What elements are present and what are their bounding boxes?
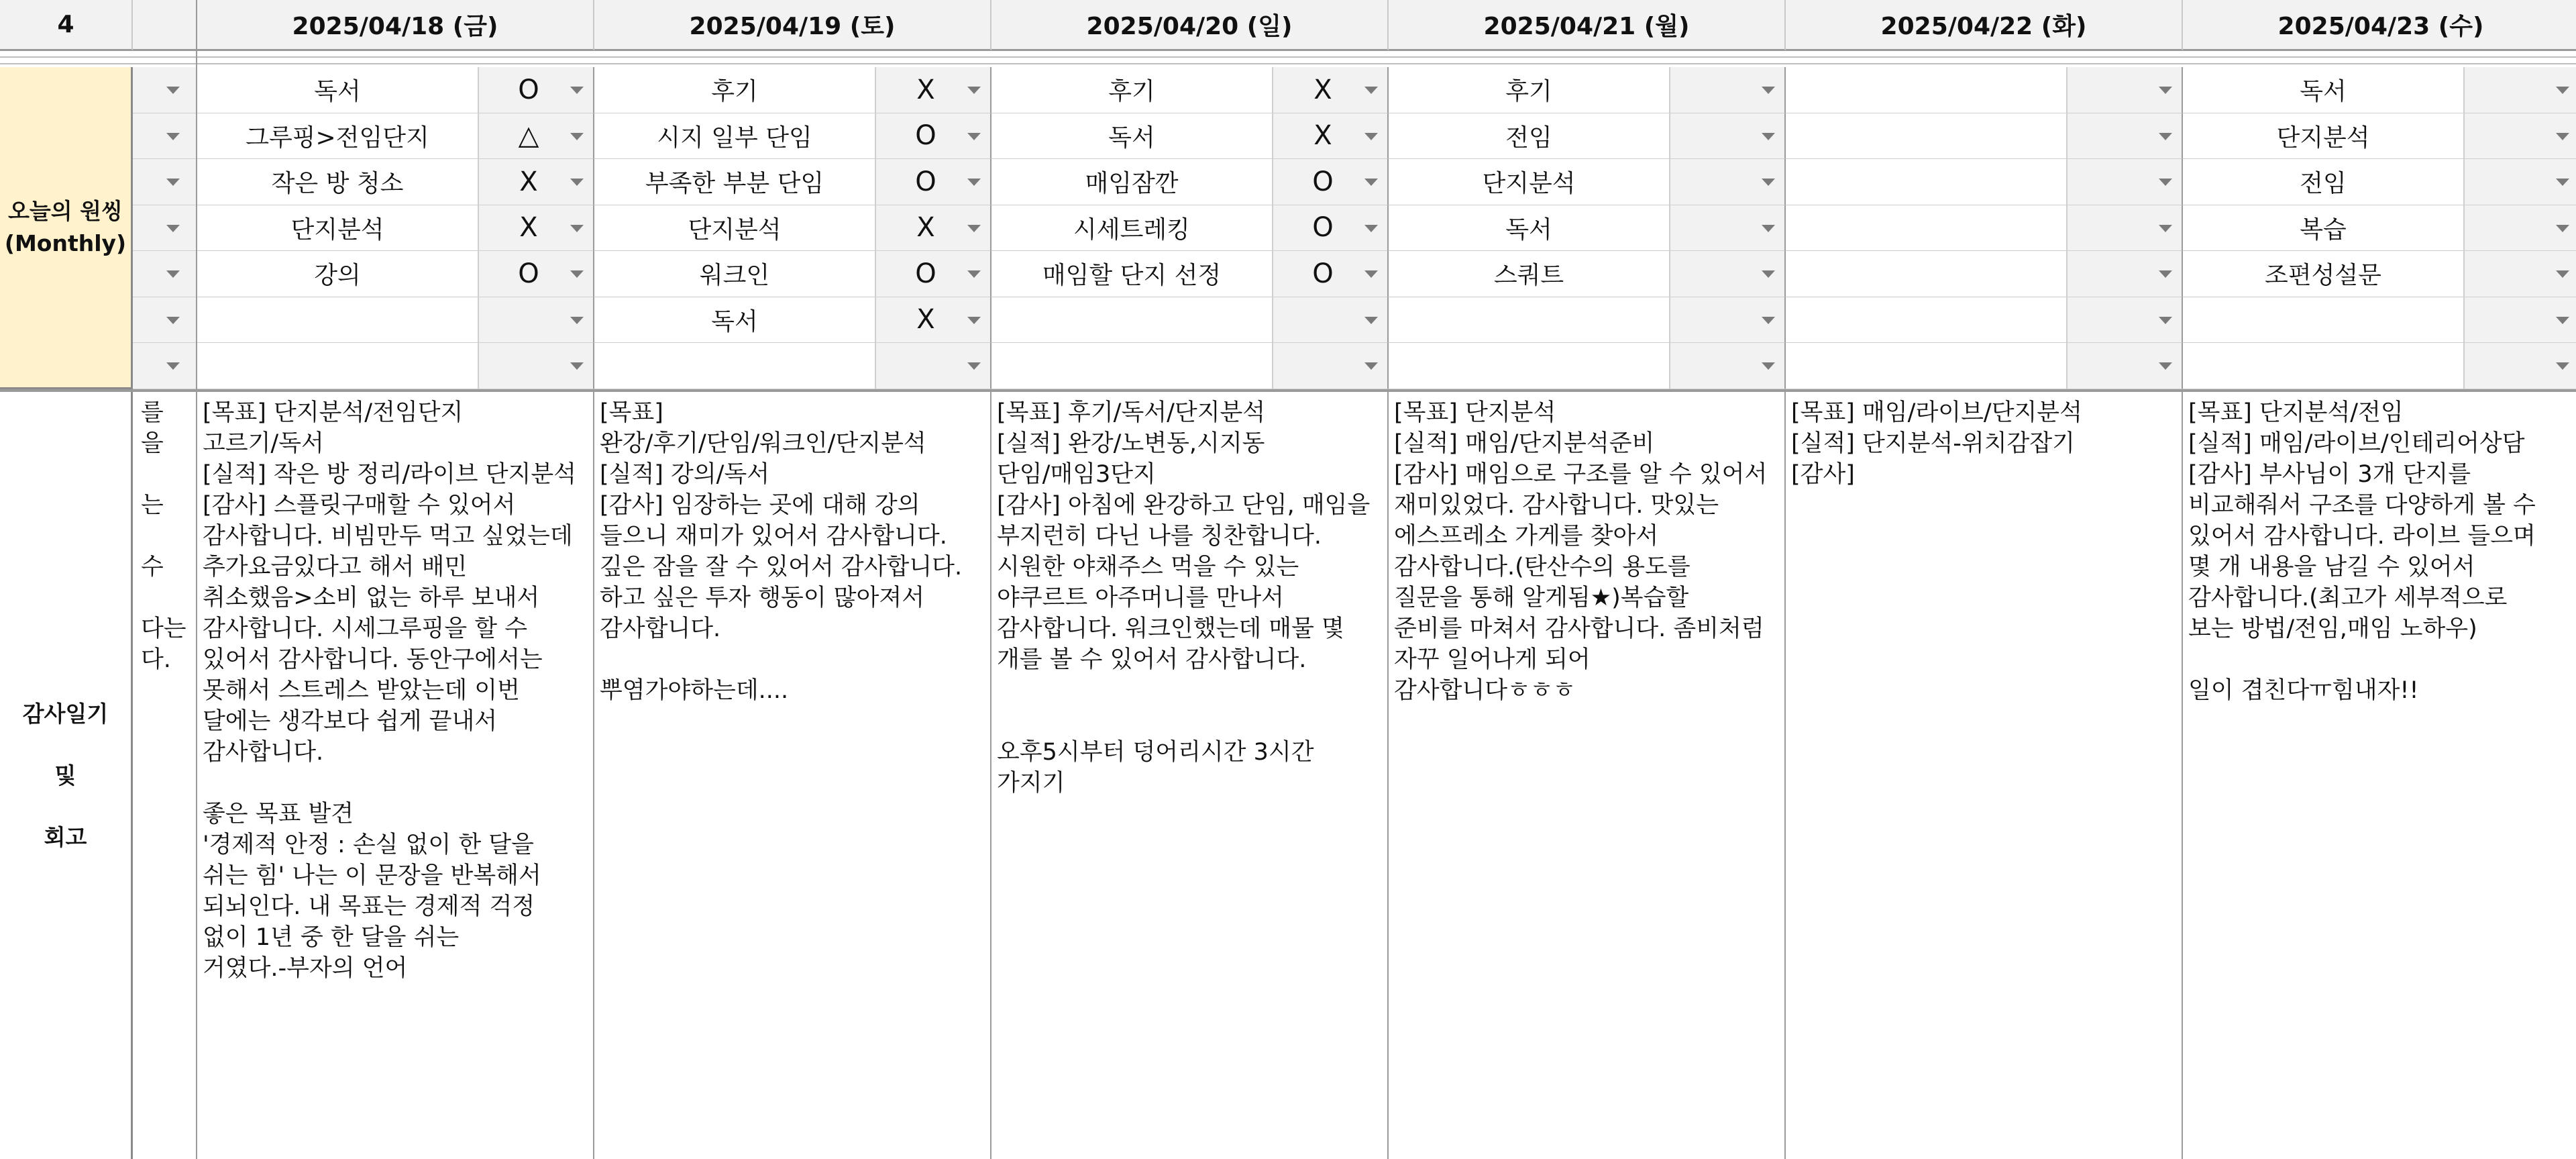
narrow-dropdown-cell[interactable] bbox=[133, 159, 197, 205]
dropdown-arrow-icon[interactable] bbox=[2159, 225, 2172, 232]
status-dropdown[interactable] bbox=[1670, 297, 1786, 344]
task-cell[interactable]: 강의 bbox=[197, 251, 479, 297]
dropdown-arrow-icon[interactable] bbox=[166, 362, 180, 370]
day-header[interactable]: 2025/04/18 (금) bbox=[197, 0, 594, 51]
journal-cell[interactable]: [목표] 완강/후기/단임/워크인/단지분석 [실적] 강의/독서 [감사] 임장하는 곳에 대해 강의 들으니 재미가 있어서 감사합니다. 깊은 잠을 잘 수 있어서 감사합니다. 하고 싶은 투자 행동이 많아져서 감사합니다. 뿌염가야하는데.... bbox=[594, 392, 991, 1159]
task-cell[interactable]: 스쿼트 bbox=[1389, 251, 1670, 297]
status-dropdown[interactable] bbox=[1670, 205, 1786, 252]
journal-cell[interactable]: [목표] 매임/라이브/단지분석 [실적] 단지분석-위치감잡기 [감사] bbox=[1786, 392, 2183, 1159]
task-cell[interactable] bbox=[1786, 251, 2068, 297]
routine-label-line1: 오늘의 원씽 bbox=[8, 197, 123, 224]
dropdown-arrow-icon[interactable] bbox=[2556, 133, 2569, 140]
dropdown-arrow-icon[interactable] bbox=[1364, 179, 1378, 186]
dropdown-arrow-icon[interactable] bbox=[1762, 270, 1775, 278]
dropdown-arrow-icon[interactable] bbox=[166, 270, 180, 278]
task-cell[interactable] bbox=[2183, 297, 2465, 344]
status-value: O bbox=[915, 120, 936, 152]
task-cell[interactable]: 전임 bbox=[1389, 113, 1670, 160]
status-value: X bbox=[519, 166, 538, 197]
freeze-line-2 bbox=[0, 63, 2576, 64]
status-dropdown[interactable] bbox=[1273, 159, 1389, 205]
status-dropdown[interactable] bbox=[1273, 205, 1389, 252]
status-dropdown[interactable] bbox=[876, 343, 991, 389]
dropdown-arrow-icon[interactable] bbox=[166, 133, 180, 140]
status-value: O bbox=[1312, 258, 1334, 289]
dropdown-arrow-icon[interactable] bbox=[570, 225, 584, 232]
dropdown-arrow-icon[interactable] bbox=[1762, 225, 1775, 232]
dropdown-arrow-icon[interactable] bbox=[166, 225, 180, 232]
routine-label-line2: (Monthly) bbox=[4, 230, 127, 256]
status-value: O bbox=[915, 166, 936, 197]
status-value: O bbox=[1312, 166, 1334, 197]
dropdown-arrow-icon[interactable] bbox=[2556, 317, 2569, 324]
task-cell[interactable]: 복습 bbox=[2183, 205, 2465, 252]
status-dropdown[interactable] bbox=[479, 67, 594, 113]
task-cell[interactable]: 단지분석 bbox=[2183, 113, 2465, 160]
task-cell[interactable]: 후기 bbox=[594, 67, 876, 113]
dropdown-arrow-icon[interactable] bbox=[967, 317, 981, 324]
day-header[interactable]: 2025/04/19 (토) bbox=[594, 0, 991, 51]
status-dropdown[interactable] bbox=[479, 251, 594, 297]
status-dropdown[interactable] bbox=[2068, 67, 2183, 113]
task-cell[interactable] bbox=[991, 343, 1273, 389]
status-value: △ bbox=[518, 120, 539, 152]
task-cell[interactable]: 독서 bbox=[197, 67, 479, 113]
task-cell[interactable] bbox=[1786, 113, 2068, 160]
dropdown-arrow-icon[interactable] bbox=[2556, 362, 2569, 370]
task-cell[interactable]: 매임할 단지 선정 bbox=[991, 251, 1273, 297]
dropdown-arrow-icon[interactable] bbox=[2556, 87, 2569, 94]
status-value: X bbox=[916, 74, 935, 105]
task-cell[interactable]: 후기 bbox=[991, 67, 1273, 113]
status-dropdown[interactable] bbox=[2465, 159, 2576, 205]
status-dropdown[interactable] bbox=[2068, 343, 2183, 389]
task-cell[interactable] bbox=[1786, 205, 2068, 252]
narrow-dropdown-cell[interactable] bbox=[133, 67, 197, 113]
dropdown-arrow-icon[interactable] bbox=[2159, 270, 2172, 278]
status-dropdown[interactable] bbox=[1670, 343, 1786, 389]
status-dropdown[interactable] bbox=[2465, 205, 2576, 252]
status-dropdown[interactable] bbox=[2068, 159, 2183, 205]
task-cell[interactable]: 독서 bbox=[991, 113, 1273, 160]
task-cell[interactable]: 단지분석 bbox=[1389, 159, 1670, 205]
status-value: O bbox=[518, 258, 539, 289]
status-value: X bbox=[1313, 74, 1332, 105]
status-dropdown[interactable] bbox=[876, 113, 991, 160]
dropdown-arrow-icon[interactable] bbox=[967, 362, 981, 370]
dropdown-arrow-icon[interactable] bbox=[1762, 362, 1775, 370]
task-cell[interactable] bbox=[594, 343, 876, 389]
status-dropdown[interactable] bbox=[479, 343, 594, 389]
dropdown-arrow-icon[interactable] bbox=[2556, 179, 2569, 186]
status-dropdown[interactable] bbox=[876, 251, 991, 297]
status-dropdown[interactable] bbox=[876, 159, 991, 205]
status-dropdown[interactable] bbox=[479, 159, 594, 205]
narrow-dropdown-cell[interactable] bbox=[133, 205, 197, 252]
dropdown-arrow-icon[interactable] bbox=[166, 87, 180, 94]
task-cell[interactable] bbox=[1389, 297, 1670, 344]
status-dropdown[interactable] bbox=[479, 113, 594, 160]
column-border bbox=[196, 0, 197, 1159]
task-cell[interactable]: 작은 방 청소 bbox=[197, 159, 479, 205]
narrow-dropdown-cell[interactable] bbox=[133, 343, 197, 389]
status-dropdown[interactable] bbox=[2465, 113, 2576, 160]
status-dropdown[interactable] bbox=[1273, 343, 1389, 389]
dropdown-arrow-icon[interactable] bbox=[166, 179, 180, 186]
dropdown-arrow-icon[interactable] bbox=[2159, 179, 2172, 186]
section-divider bbox=[0, 389, 2576, 392]
dropdown-arrow-icon[interactable] bbox=[570, 87, 584, 94]
dropdown-arrow-icon[interactable] bbox=[2159, 133, 2172, 140]
day-header[interactable]: 2025/04/23 (수) bbox=[2183, 0, 2576, 51]
journal-section-label bbox=[0, 392, 133, 1159]
status-dropdown[interactable] bbox=[479, 297, 594, 344]
dropdown-arrow-icon[interactable] bbox=[967, 179, 981, 186]
dropdown-arrow-icon[interactable] bbox=[570, 133, 584, 140]
journal-cell[interactable]: [목표] 단지분석/전임 [실적] 매임/라이브/인테리어상담 [감사] 부사님이 3개 단지를 비교해줘서 구조를 다양하게 볼 수 있어서 감사합니다. 라이브 들으며 몇 개 내용을 남길 수 있어서 감사합니다.(최고가 세부적으로 보는 방법/전임,매임 노하우) 일이 겹친다ㅠ힘내자!! bbox=[2183, 392, 2576, 1159]
dropdown-arrow-icon[interactable] bbox=[2159, 362, 2172, 370]
task-cell[interactable] bbox=[1786, 343, 2068, 389]
day-header[interactable]: 2025/04/20 (일) bbox=[991, 0, 1389, 51]
status-value: X bbox=[519, 212, 538, 244]
status-dropdown[interactable] bbox=[1273, 297, 1389, 344]
dropdown-arrow-icon[interactable] bbox=[1364, 362, 1378, 370]
status-value: O bbox=[915, 258, 936, 289]
dropdown-arrow-icon[interactable] bbox=[570, 362, 584, 370]
status-value: X bbox=[916, 212, 935, 244]
task-cell[interactable] bbox=[197, 297, 479, 344]
status-dropdown[interactable] bbox=[876, 67, 991, 113]
dropdown-arrow-icon[interactable] bbox=[967, 225, 981, 232]
status-dropdown[interactable] bbox=[2068, 113, 2183, 160]
status-dropdown[interactable] bbox=[2465, 297, 2576, 344]
status-dropdown[interactable] bbox=[2068, 297, 2183, 344]
status-dropdown[interactable] bbox=[1273, 67, 1389, 113]
dropdown-arrow-icon[interactable] bbox=[967, 270, 981, 278]
row-number-cell[interactable]: 4 bbox=[0, 0, 133, 51]
status-dropdown[interactable] bbox=[479, 205, 594, 252]
dropdown-arrow-icon[interactable] bbox=[570, 317, 584, 324]
dropdown-arrow-icon[interactable] bbox=[166, 317, 180, 324]
task-cell[interactable]: 독서 bbox=[594, 297, 876, 344]
dropdown-arrow-icon[interactable] bbox=[1762, 133, 1775, 140]
dropdown-arrow-icon[interactable] bbox=[2556, 270, 2569, 278]
task-cell[interactable]: 부족한 부분 단임 bbox=[594, 159, 876, 205]
task-cell[interactable] bbox=[1786, 159, 2068, 205]
status-dropdown[interactable] bbox=[2068, 205, 2183, 252]
journal-cell[interactable]: [목표] 후기/독서/단지분석 [실적] 완강/노변동,시지동 단임/매임3단지 [감사] 아침에 완강하고 단임, 매임을 부지런히 다닌 나를 칭찬합니다. 시원한 야채주스 먹을 수 있는 야쿠르트 아주머니를 만나서 감사합니다. 워크인했는데 매물 몇 개를 볼 수 있어서 감사합니다. 오후5시부터 덩어리시간 3시간 가지기 bbox=[991, 392, 1389, 1159]
day-header[interactable]: 2025/04/21 (월) bbox=[1389, 0, 1786, 51]
task-cell[interactable]: 독서 bbox=[2183, 67, 2465, 113]
dropdown-arrow-icon[interactable] bbox=[1364, 317, 1378, 324]
cut-off-journal-text: 를 을 는 수 다는 다. bbox=[141, 399, 186, 673]
task-cell[interactable]: 전임 bbox=[2183, 159, 2465, 205]
freeze-line bbox=[0, 56, 2576, 58]
dropdown-arrow-icon[interactable] bbox=[1762, 317, 1775, 324]
status-dropdown[interactable] bbox=[1670, 159, 1786, 205]
narrow-dropdown-cell[interactable] bbox=[133, 251, 197, 297]
day-header[interactable]: 2025/04/22 (화) bbox=[1786, 0, 2183, 51]
task-cell[interactable] bbox=[1786, 67, 2068, 113]
task-cell[interactable]: 후기 bbox=[1389, 67, 1670, 113]
narrow-dropdown-cell[interactable] bbox=[133, 297, 197, 344]
journal-cell[interactable]: [목표] 단지분석 [실적] 매임/단지분석준비 [감사] 매임으로 구조를 알 수 있어서 재미있었다. 감사합니다. 맛있는 에스프레소 가게를 찾아서 감사합니다.(탄산수의 용도를 질문을 통해 알게됨★)복습할 준비를 마쳐서 감사합니다. 좀비처럼 자꾸 일어나게 되어 감사합니다ㅎㅎㅎ bbox=[1389, 392, 1786, 1159]
task-cell[interactable]: 독서 bbox=[1389, 205, 1670, 252]
dropdown-arrow-icon[interactable] bbox=[570, 270, 584, 278]
status-dropdown[interactable] bbox=[2068, 251, 2183, 297]
status-dropdown[interactable] bbox=[1670, 67, 1786, 113]
status-value: X bbox=[1313, 120, 1332, 152]
dropdown-arrow-icon[interactable] bbox=[1364, 87, 1378, 94]
task-cell[interactable]: 그루핑>전임단지 bbox=[197, 113, 479, 160]
task-cell[interactable]: 시세트레킹 bbox=[991, 205, 1273, 252]
task-cell[interactable] bbox=[197, 343, 479, 389]
dropdown-arrow-icon[interactable] bbox=[1762, 87, 1775, 94]
dropdown-arrow-icon[interactable] bbox=[2159, 317, 2172, 324]
status-dropdown[interactable] bbox=[2465, 67, 2576, 113]
task-cell[interactable] bbox=[1786, 297, 2068, 344]
status-dropdown[interactable] bbox=[1273, 113, 1389, 160]
status-value: O bbox=[518, 74, 539, 105]
status-dropdown[interactable] bbox=[1670, 251, 1786, 297]
dropdown-arrow-icon[interactable] bbox=[967, 87, 981, 94]
dropdown-arrow-icon[interactable] bbox=[1762, 179, 1775, 186]
journal-label-line3: 회고 bbox=[44, 823, 87, 850]
task-cell[interactable]: 조편성설문 bbox=[2183, 251, 2465, 297]
routine-section-label bbox=[0, 67, 133, 389]
dropdown-arrow-icon[interactable] bbox=[967, 133, 981, 140]
task-cell[interactable]: 매임잠깐 bbox=[991, 159, 1273, 205]
status-dropdown[interactable] bbox=[876, 297, 991, 344]
task-cell[interactable] bbox=[2183, 343, 2465, 389]
journal-label-line1: 감사일기 bbox=[22, 700, 109, 727]
status-dropdown[interactable] bbox=[1670, 113, 1786, 160]
status-dropdown[interactable] bbox=[2465, 251, 2576, 297]
task-cell[interactable]: 워크인 bbox=[594, 251, 876, 297]
task-cell[interactable]: 단지분석 bbox=[197, 205, 479, 252]
dropdown-arrow-icon[interactable] bbox=[2556, 225, 2569, 232]
journal-label-line2: 및 bbox=[54, 762, 76, 789]
narrow-header-cell[interactable] bbox=[133, 0, 197, 51]
task-cell[interactable]: 시지 일부 단임 bbox=[594, 113, 876, 160]
journal-cell[interactable]: [목표] 단지분석/전임단지 고르기/독서 [실적] 작은 방 정리/라이브 단지분석 [감사] 스플릿구매할 수 있어서 감사합니다. 비빔만두 먹고 싶었는데 추가요금있다고 해서 배민 취소했음>소비 없는 하루 보내서 감사합니다. 시세그루핑을 할 수 있어서 감사합니다. 동안구에서는 못해서 스트레스 받았는데 이번 달에는 생각보다 쉽게 끝내서 감사합니다. 좋은 목표 발견 '경제적 안정 : 손실 없이 한 달을 쉬는 힘' 나는 이 문장을 반복해서 되뇌인다. 내 목표는 경제적 걱정 없이 1년 중 한 달을 쉬는 거였다.-부자의 언어 bbox=[197, 392, 594, 1159]
dropdown-arrow-icon[interactable] bbox=[1364, 225, 1378, 232]
status-value: O bbox=[1312, 212, 1334, 244]
dropdown-arrow-icon[interactable] bbox=[2159, 87, 2172, 94]
task-cell[interactable] bbox=[1389, 343, 1670, 389]
status-dropdown[interactable] bbox=[876, 205, 991, 252]
status-dropdown[interactable] bbox=[2465, 343, 2576, 389]
dropdown-arrow-icon[interactable] bbox=[1364, 133, 1378, 140]
dropdown-arrow-icon[interactable] bbox=[570, 179, 584, 186]
task-cell[interactable] bbox=[991, 297, 1273, 344]
status-value: X bbox=[916, 304, 935, 336]
status-dropdown[interactable] bbox=[1273, 251, 1389, 297]
narrow-dropdown-cell[interactable] bbox=[133, 113, 197, 160]
dropdown-arrow-icon[interactable] bbox=[1364, 270, 1378, 278]
task-cell[interactable]: 단지분석 bbox=[594, 205, 876, 252]
